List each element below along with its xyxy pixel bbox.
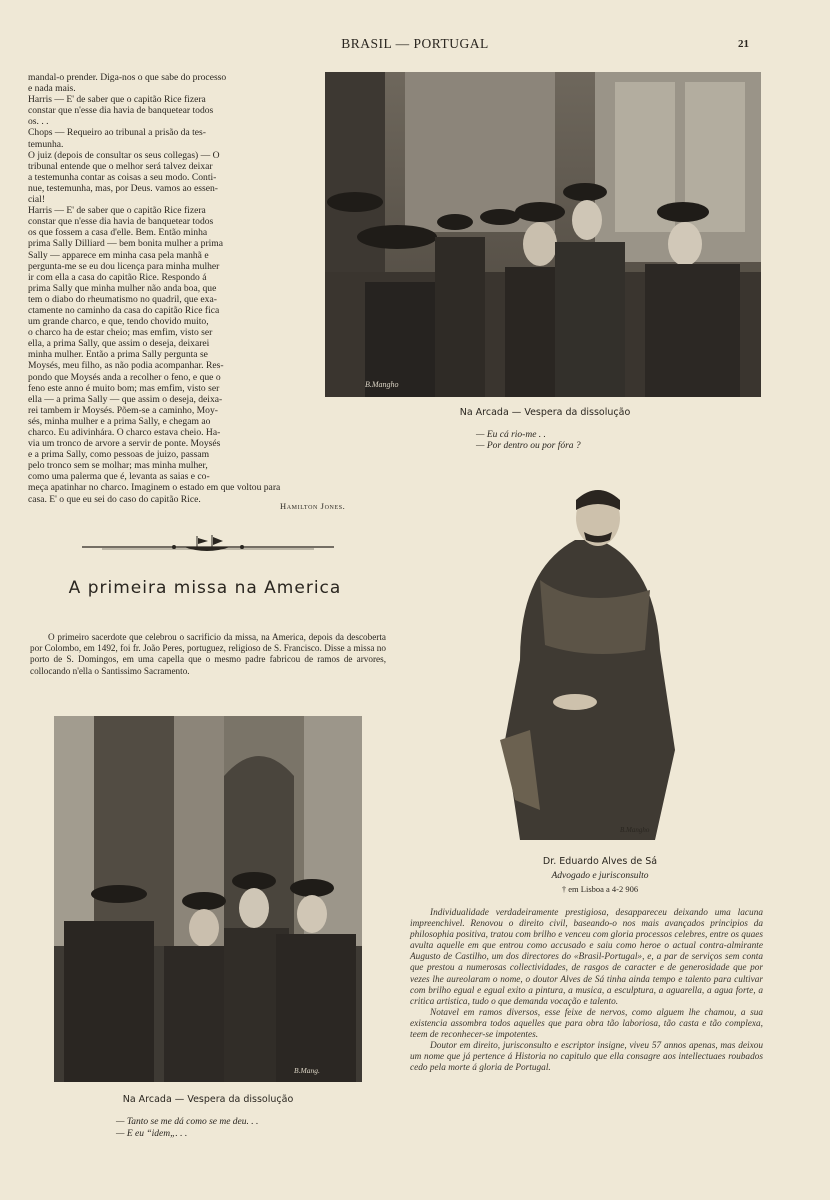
photographer-mark-bottom: B.Mang. [294, 1066, 320, 1075]
story-line: pergunta-me se eu dou licença para minha mulher [28, 260, 220, 272]
story-line: tem o diabo do rheumatismo no quadril, que exa- [28, 293, 217, 305]
story-line: rei tambem ir Moysés. Põem-se a caminho, Moy- [28, 404, 218, 416]
story-text [28, 72, 298, 505]
story-line: e a prima Sally, como pessoas de juizo, passam [28, 449, 210, 461]
story-signature: Hamilton Jones. [280, 501, 346, 511]
story-line: mandal-o prender. Diga-nos o que sabe do processo [28, 72, 227, 83]
photographer-mark-portrait: B.Mangho [620, 826, 650, 834]
section-body: O primeiro sacerdote que celebrou o sacrificio da missa, na America, depois da descoberta por Colombo, em 1492, foi fr. João Peres, portuguez, religioso de S. Francisco. Disse a missa no porto de S. Domingos, em uma capella que o mesmo padre fabricou de ramos de arvores, collocando n'ella o Santissimo Sacramento. [30, 632, 386, 676]
obituary-paragraph: Doutor em direito, jurisconsulto e escriptor insigne, viveu 57 annos apenas, mas deixou um nome que já pertence á Historia no capitulo que ella consagre aos intellectuaes roubados cedo pela morte á gloria de Portugal. [410, 1041, 763, 1074]
photo-bottom-caption: Na Arcada — Vespera da dissolução [122, 1094, 294, 1105]
photographer-mark-top: B.Mangho [365, 380, 399, 389]
story-line: os. . . [28, 116, 49, 128]
story-line: um grande charco, e que, tendo chovido muito, [28, 316, 209, 328]
story-line: Sally — apparece em minha casa pela manhã e [28, 249, 209, 261]
story-line: e nada mais. [28, 83, 76, 95]
story-line: ella, a prima Sally, que assim o deseja, deixarei [28, 338, 210, 350]
story-line: pelo tronco sem se molhar; mas minha mulher, [28, 460, 208, 472]
section-heading: A primeira missa na America [68, 578, 342, 598]
story-line: minha mulher. Então a prima Sally pergunta se [28, 349, 208, 361]
page-number: 21 [738, 38, 749, 50]
story-line: Chops — Requeiro ao tribunal a prisão da tes- [28, 127, 206, 139]
story-line: Moysés, meu filho, as não podia acompanhar. Res- [28, 360, 224, 372]
ship-ornament-icon [82, 535, 334, 555]
photo-bottom-quote-2: — E eu “idem„. . . [116, 1129, 188, 1139]
story-line: constar que n'esse dia havia de banquetear todos [28, 216, 214, 228]
story-line: ctamente no caminho da casa do capitão Rice fica [28, 304, 220, 316]
portrait-death-note: † em Lisboa a 4-2 906 [561, 884, 639, 894]
story-line: os que fossem a casa d'elle. Bem. Então minha [28, 227, 208, 239]
obituary-paragraph: Individualidade verdadeiramente prestigiosa, desappareceu deixando uma lacuna impreenchivel. Renovou o direito civil, baseando-o nos mais avançados principios da philosophia positiva, tratou com brilho e venceu com gloria processos celebres, entre os quaes avulta aquelle em que entrou como accusado e saiu como heroe o actual contra-almirante Augusto de Castilho, um dos directores do «Brasil-Portugal», e, a par de serviços sem conta que prestou a numerosas collectividades, de rasgos de caracter e de generosidade que por vezes lhe aureolaram o nome, o doutor Alves de Sá tinha ainda tempo e talento para cultivar com brilho egual e egual exito a pintura, a musica, a esculptura, a aguarella, a agua forte, a critica artistica, tudo o que demanda vocação e talento. [410, 908, 763, 1007]
portrait-photo [480, 480, 690, 845]
arcade-photo-bottom [54, 716, 362, 1082]
photo-bottom-quote-1: — Tanto se me dá como se me deu. . . [116, 1117, 259, 1127]
story-line: meça apatinhar no charco. Imaginem o estado em que voltou para [28, 482, 281, 494]
portrait-name: Dr. Eduardo Alves de Sá [542, 856, 658, 867]
photo-top-quote-2: — Por dentro ou por fóra ? [476, 441, 581, 451]
story-line: pondo que Moysés anda a recolher o feno, e que o [28, 371, 221, 383]
story-line: O juiz (depois de consultar os seus collegas) — O [28, 149, 220, 161]
story-line: via um tronco de arvore a servir de ponte. Moysés [28, 438, 221, 450]
story-line: ella — a prima Sally — que assim o deseja, deixa- [28, 393, 223, 405]
story-line: como uma palerma que é, levanta as saias e co- [28, 471, 210, 483]
photo-top-caption: Na Arcada — Vespera da dissolução [459, 407, 631, 418]
story-line: Harris — E' de saber que o capitão Rice fizera [28, 205, 206, 217]
arcade-photo-top [325, 72, 761, 397]
story-line: prima Sally Dilliard — bem bonita mulher a prima [28, 238, 224, 250]
story-line: cial! [28, 194, 46, 206]
story-line: Harris — E' de saber que o capitão Rice fizera [28, 94, 206, 106]
obituary-paragraph: Notavel em ramos diversos, esse feixe de nervos, como alguem lhe chamou, a sua existencia assombra todos aquelles que para obra tão laboriosa, tão casta e tão complexa, teem de reconhecer-se impotentes. [410, 1007, 763, 1041]
story-line: constar que n'esse dia havia de banquetear todos [28, 105, 214, 117]
story-line: ir com ella a casa do capitão Rice. Respondo á [28, 271, 207, 283]
story-line: a testemunha contar as coisas a seu modo. Conti- [28, 171, 217, 183]
story-line: o charco ha de estar cheio; mas emfim, visto ser [28, 327, 213, 339]
story-line: tribunal entende que o melhor será talvez deixar [28, 160, 213, 172]
story-line: charco. Eu adivinhára. O charco estava cheio. Ha- [28, 427, 221, 438]
story-line: nue, testemunha, mas, por Deus. vamos ao essen- [28, 182, 218, 194]
running-header: BRASIL — PORTUGAL [341, 36, 489, 51]
story-line: casa. E' o que eu sei do caso do capitão Rice. [28, 493, 201, 505]
photo-top-quote-1: — Eu cá rio-me . . [476, 430, 546, 440]
story-line: prima Sally que minha mulher não anda boa, que [28, 282, 217, 294]
obituary-text [410, 908, 763, 1074]
portrait-subtitle: Advogado e jurisconsulto [551, 871, 649, 881]
story-line: feno este anno é muito bom; mas emfim, visto ser [28, 382, 220, 394]
story-line: sés, minha mulher e a prima Sally, e chegam ao [28, 415, 211, 427]
story-line: temunha. [28, 138, 64, 150]
